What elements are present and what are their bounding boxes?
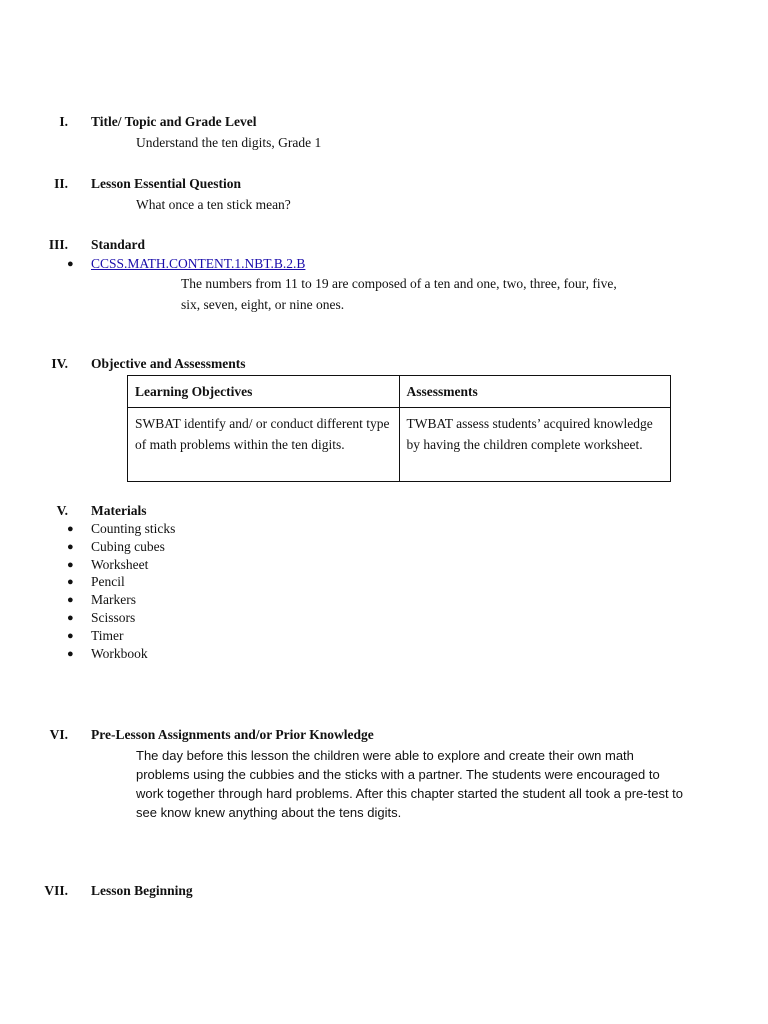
material-item: Worksheet bbox=[91, 557, 149, 572]
standard-bullet: ● bbox=[67, 258, 74, 270]
section-2-numeral: II. bbox=[54, 176, 68, 191]
section-3-numeral: III. bbox=[48, 237, 68, 252]
material-bullet: ● bbox=[67, 576, 74, 588]
material-bullet: ● bbox=[67, 523, 74, 535]
section-3-heading: Standard bbox=[91, 237, 146, 252]
table-row bbox=[128, 408, 671, 482]
section-6-heading: Pre-Lesson Assignments and/or Prior Knowledge bbox=[91, 727, 374, 742]
standard-description-line-1: The numbers from 11 to 19 are composed of a ten and one, two, three, four, five, bbox=[181, 276, 617, 291]
section-7-numeral: VII. bbox=[44, 883, 68, 898]
section-1-body: Understand the ten digits, Grade 1 bbox=[136, 135, 322, 150]
section-4-heading: Objective and Assessments bbox=[91, 356, 246, 371]
standard-description-line-2: six, seven, eight, or nine ones. bbox=[181, 297, 345, 312]
section-7-heading: Lesson Beginning bbox=[91, 883, 193, 898]
section-5-numeral: V. bbox=[56, 503, 68, 518]
material-bullet: ● bbox=[67, 612, 74, 624]
material-item: Timer bbox=[91, 628, 124, 643]
material-item: Counting sticks bbox=[91, 521, 176, 536]
section-5-heading: Materials bbox=[91, 503, 147, 518]
section-2-heading: Lesson Essential Question bbox=[91, 176, 242, 191]
material-bullet: ● bbox=[67, 541, 74, 553]
section-6-body: The day before this lesson the children were able to explore and create their own math problems using the cubbies and the sticks with a partner. The students were encouraged to work together through hard problems. After this chapter started the student all took a pre-test to see know knew anything about the tens digits. bbox=[136, 748, 684, 820]
objectives-table bbox=[127, 375, 671, 482]
material-item: Pencil bbox=[91, 574, 125, 589]
material-item: Workbook bbox=[91, 646, 148, 661]
section-6-numeral: VI. bbox=[49, 727, 68, 742]
standard-link[interactable]: CCSS.MATH.CONTENT.1.NBT.B.2.B bbox=[91, 256, 306, 271]
material-bullet: ● bbox=[67, 630, 74, 642]
section-2-body: What once a ten stick mean? bbox=[136, 197, 291, 212]
table-header-assessments: Assessments bbox=[399, 376, 671, 408]
table-header-row bbox=[128, 376, 671, 408]
table-cell-assessment: TWBAT assess students’ acquired knowledge by having the children complete worksheet. bbox=[399, 408, 671, 482]
material-item: Scissors bbox=[91, 610, 136, 625]
material-bullet: ● bbox=[67, 648, 74, 660]
material-item: Cubing cubes bbox=[91, 539, 165, 554]
material-item: Markers bbox=[91, 592, 136, 607]
section-1-numeral: I. bbox=[59, 114, 68, 129]
material-bullet: ● bbox=[67, 594, 74, 606]
section-1-heading: Title/ Topic and Grade Level bbox=[91, 114, 257, 129]
material-bullet: ● bbox=[67, 559, 74, 571]
table-cell-objective: SWBAT identify and/ or conduct different type of math problems within the ten digits. bbox=[128, 408, 400, 482]
section-4-numeral: IV. bbox=[51, 356, 68, 371]
table-header-learning-objectives: Learning Objectives bbox=[128, 376, 400, 408]
